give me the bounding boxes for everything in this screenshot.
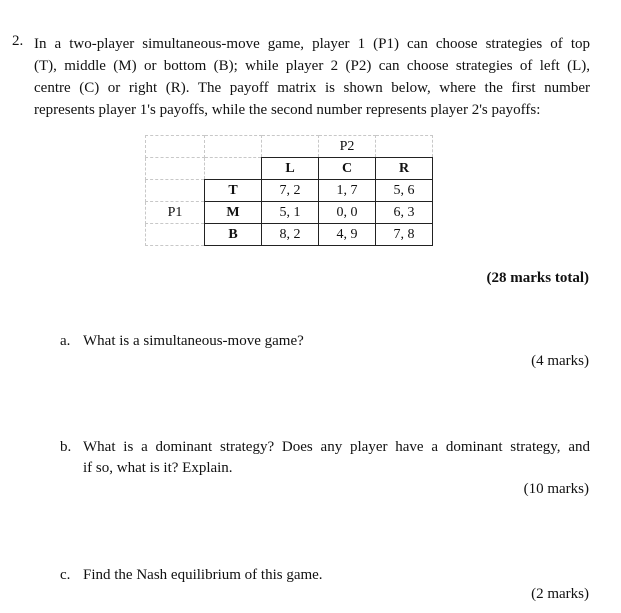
col-header-left: L (262, 158, 319, 180)
row-header-top: T (205, 180, 262, 202)
payoff-cell: 4, 9 (319, 224, 376, 246)
payoff-cell: 8, 2 (262, 224, 319, 246)
matrix-empty-cell (146, 136, 205, 158)
payoff-cell: 7, 2 (262, 180, 319, 202)
part-text (83, 437, 590, 479)
payoff-cell: 1, 7 (319, 180, 376, 202)
part-line: What is a simultaneous-move game? (83, 333, 304, 349)
part-text (83, 565, 590, 586)
part-b-marks: (10 marks) (523, 481, 589, 497)
part-line: if so, what is it? Explain. (83, 460, 233, 476)
matrix-empty-cell (146, 224, 205, 246)
part-letter: c. (60, 567, 71, 583)
part-line: What is a dominant strategy? Does any player have a dominant strategy, and (83, 439, 590, 455)
row-header-bottom: B (205, 224, 262, 246)
part-a-marks: (4 marks) (531, 353, 589, 369)
matrix-empty-cell (262, 136, 319, 158)
row-header-middle: M (205, 202, 262, 224)
intro-line: represents player 1's payoffs, while the second number represents player 2's payoffs: (34, 102, 541, 118)
matrix-row-bottom (146, 224, 433, 246)
col-header-centre: C (319, 158, 376, 180)
matrix-row-middle (146, 202, 433, 224)
part-line: Find the Nash equilibrium of this game. (83, 567, 323, 583)
payoff-matrix (145, 135, 433, 246)
part-c-marks: (2 marks) (531, 586, 589, 602)
payoff-cell: 5, 1 (262, 202, 319, 224)
matrix-empty-cell (146, 158, 205, 180)
part-letter: a. (60, 333, 71, 349)
part-text (83, 331, 590, 352)
intro-line: In a two-player simultaneous-move game, player 1 (P1) can choose strategies of top (34, 36, 590, 52)
total-marks: (28 marks total) (486, 270, 589, 286)
row-player-label: P1 (146, 202, 205, 224)
col-header-right: R (376, 158, 433, 180)
question-number: 2. (12, 33, 24, 49)
matrix-row-col-headers (146, 158, 433, 180)
payoff-cell: 7, 8 (376, 224, 433, 246)
matrix-row-player2-label (146, 136, 433, 158)
matrix-row-top (146, 180, 433, 202)
matrix-empty-cell (205, 158, 262, 180)
payoff-cell: 6, 3 (376, 202, 433, 224)
payoff-cell: 0, 0 (319, 202, 376, 224)
intro-line: centre (C) or right (R). The payoff matrix is shown below, where the first number (34, 80, 590, 96)
question-intro (34, 33, 590, 121)
col-player-label: P2 (319, 136, 376, 158)
intro-line: (T), middle (M) or bottom (B); while player 2 (P2) can choose strategies of left (L), (34, 58, 590, 74)
matrix-empty-cell (146, 180, 205, 202)
matrix-empty-cell (376, 136, 433, 158)
matrix-empty-cell (205, 136, 262, 158)
part-letter: b. (60, 439, 72, 455)
payoff-cell: 5, 6 (376, 180, 433, 202)
